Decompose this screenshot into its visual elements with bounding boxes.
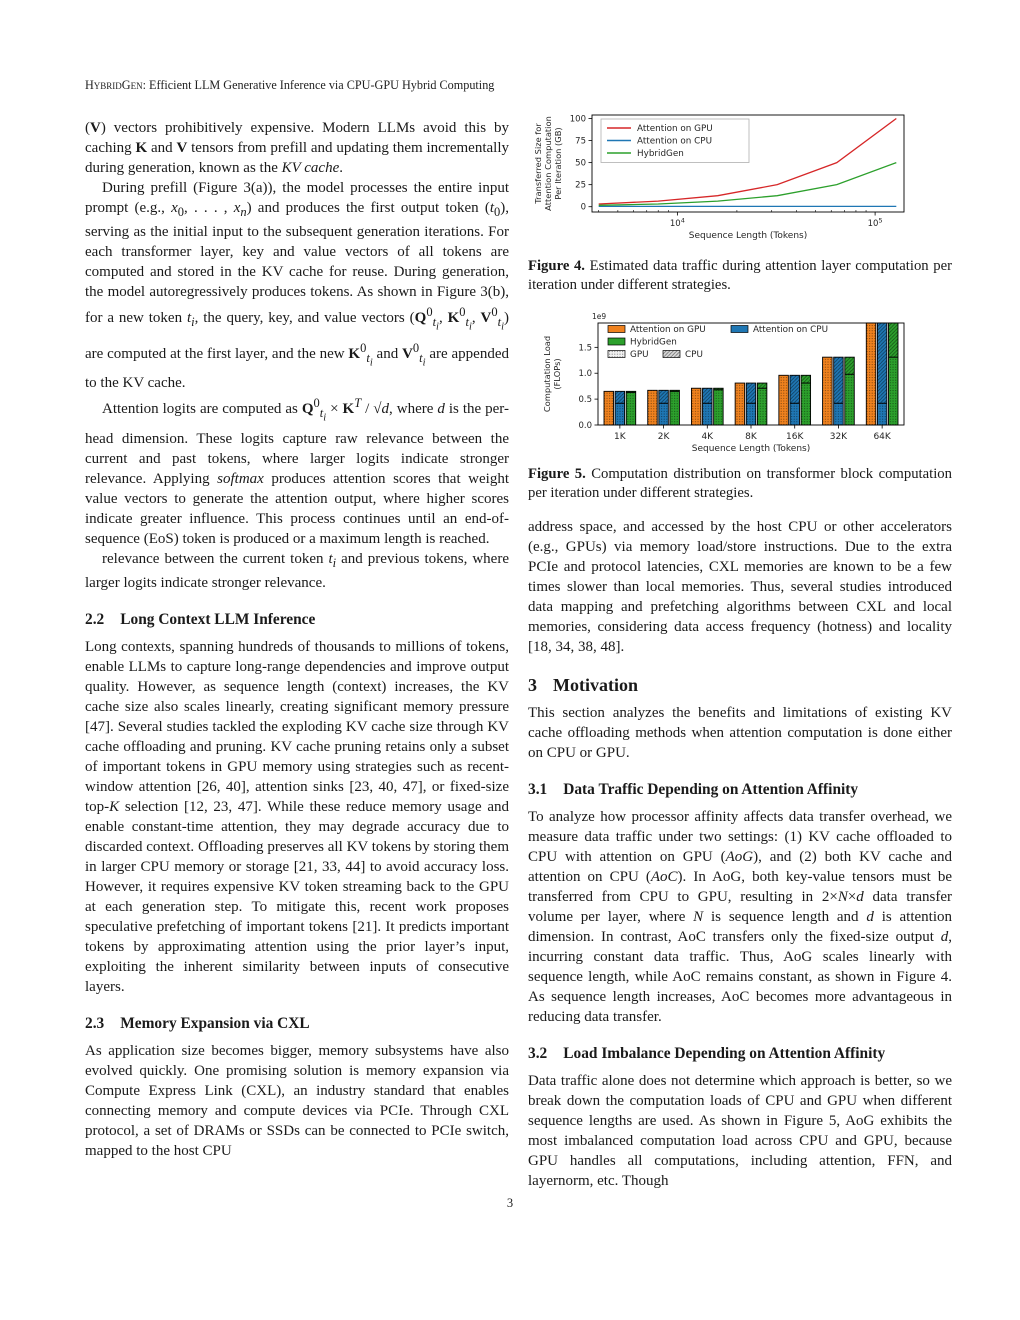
paragraph-prefill: During prefill (Figure 3(a)), the model processes the entire input prompt (e.g., $x_0$, . . . , $x_n$) and produces the first output token $(t_0)$, serving as the initial input to the subsequent generation iterations. For each transformer layer, key and value vectors of all tokens are computed and stored in the KV cache for reuse. During generation, the model autoregressively produces tokens. As shown in Figure 3(b), for a new token $t_i$, the query, key, and value vectors ($Q^0_{t_i}$, $K^0_{t_i}$, $V^0_{t_i}$) are computed at the first layer, and the new $K^0_{t_i}$ and $V^0_{t_i}$ are appended to the KV cache. <box>85 180 510 391</box>
svg-text:8K: 8K <box>745 432 757 442</box>
section-2-2-heading <box>85 610 509 630</box>
running-head-title-name: HybridGen <box>85 78 143 92</box>
svg-text:32K: 32K <box>829 432 848 442</box>
svg-text:16K: 16K <box>786 432 804 442</box>
left-column <box>85 118 509 1161</box>
section-3-2-title: Load Imbalance Depending on Attention Affinity <box>563 1045 886 1062</box>
section-2-2-body: Long contexts, spanning hundreds of thousands to millions of tokens, enable LLMs to capture long-range dependencies and improve output quality. However, as sequence length (context) increases, the KV cache size also scales linearly, creating significant memory pressure [47]. Several studies tackled the exploding KV cache size through KV cache offloading and pruning. KV cache pruning retains only a subset of important tokens in GPU memory using strategies such as recent-window attention [26, 40], attention sinks [23, 40, 47], or fixed-size top-K selection [12, 23, 47]. While these reduce memory usage and enable constant-time attention, they may degrade accuracy due to discarded context. Offloading preserves all KV tokens by storing them in larger CPU memory or storage [21, 33, 44] to avoid accuracy loss. However, it requires expensive KV token streaming back to the GPU at each generation step. To mitigate this, recent work proposes speculative prefetching of important tokens [21]. It predicts important tokens by approximating attention using the prior layer’s input, exploiting the inherent similarity between inputs of consecutive layers. <box>85 638 509 995</box>
svg-text:Attention on CPU: Attention on CPU <box>753 325 829 335</box>
section-2-2-title: Long Context LLM Inference <box>120 610 316 628</box>
svg-text:75: 75 <box>575 136 586 147</box>
svg-text:Attention on GPU: Attention on GPU <box>630 325 706 335</box>
svg-text:50: 50 <box>575 158 586 169</box>
svg-text:1e9: 1e9 <box>592 312 607 321</box>
svg-text:100: 100 <box>569 114 586 125</box>
section-2-3-body: As application size becomes bigger, memory subsystems have also evolved quickly. One promising solution is memory expansion via Compute Express Link (CXL), an industry standard that enables connecting memory and compute devices via PCIe. Through CXL protocol, a set of DRAMs or SSDs can be connected to PCIe switch, mapped to the host CPU <box>85 1042 509 1159</box>
figure5-caption-text: Computation distribution on transformer block computation per iteration under different strategies. <box>528 466 952 501</box>
figure4-line-chart <box>528 108 952 253</box>
paragraph-kv-cache: (V) vectors prohibitively expensive. Modern LLMs avoid this by caching K and V tensors from prefill and updating them incrementally during generation, known as the KV cache. <box>85 120 509 176</box>
section-3-title: Motivation <box>553 675 638 695</box>
page-number: 3 <box>506 1196 514 1210</box>
svg-text:0.0: 0.0 <box>578 421 592 431</box>
svg-text:Attention Computation: Attention Computation <box>543 116 553 211</box>
svg-text:(FLOPs): (FLOPs) <box>552 358 562 390</box>
svg-text:Sequence Length (Tokens): Sequence Length (Tokens) <box>691 444 811 454</box>
svg-text:0.5: 0.5 <box>578 395 592 406</box>
section-2-3-title: Memory Expansion via CXL <box>120 1014 310 1032</box>
section-3-heading <box>528 675 952 695</box>
figure5-caption-label: Figure 5. <box>528 466 586 482</box>
svg-text:Attention on CPU: Attention on CPU <box>637 136 713 147</box>
section-3-1-heading <box>528 780 952 800</box>
section-3-1-number: 3.1 <box>528 781 548 798</box>
section-3-number: 3 <box>528 675 537 695</box>
svg-text:Transferred Size for: Transferred Size for <box>533 123 543 204</box>
svg-text:HybridGen: HybridGen <box>637 149 684 159</box>
section-3-2-number: 3.2 <box>528 1045 548 1062</box>
svg-text:0: 0 <box>580 202 586 213</box>
svg-text:1.5: 1.5 <box>578 343 592 354</box>
figure4-caption-label: Figure 4. <box>528 258 585 274</box>
svg-text:1.0: 1.0 <box>578 369 592 380</box>
figure5-caption <box>528 465 952 503</box>
section-3-1-body: To analyze how processor affinity affects data transfer overhead, we measure data traffic under two settings: (1) KV cache offloaded to CPU with attention on GPU (AoG), and (2) both KV cache and attention on CPU (AoC). In AoG, both key-value tensors must be transferred from CPU to GPU, resulting in 2×N×d data transfer volume per layer, where N is sequence length and d is attention dimension. In contrast, AoC transfers only the fixed-size output d, incurring constant data traffic. Thus, AoG scales linearly with sequence length, while AoC remains constant, as shown in Figure 4. As sequence length increases, AoC becomes more advantageous in reducing data transfer. <box>528 809 953 1025</box>
svg-text:Sequence Length (Tokens): Sequence Length (Tokens) <box>688 231 808 241</box>
svg-text:2K: 2K <box>657 432 670 442</box>
running-head-title-rest: : Efficient LLM Generative Inference via CPU-GPU Hybrid Computing <box>142 78 495 92</box>
svg-text:104: $10^4$ <box>669 216 685 229</box>
paragraph-cxl-address-space: address space, and accessed by the host CPU or other accelerators (e.g., GPUs) via memory load/store instructions. Due to the extra PCIe and protocol latencies, CXL memories are known to be a few times slower than local memories. Thus, several studies introduced data mapping and prefetching algorithms between CXL and local memories, considering data access frequency (hotness) and locality [18, 34, 38, 48]. <box>528 519 952 655</box>
svg-text:CPU: CPU <box>685 350 703 360</box>
svg-text:25: 25 <box>575 180 586 191</box>
svg-text:4K: 4K <box>701 432 714 442</box>
section-3-1-title: Data Traffic Depending on Attention Affinity <box>563 781 859 798</box>
section-2-2-number: 2.2 <box>85 610 105 628</box>
svg-text:Attention on GPU: Attention on GPU <box>637 124 713 134</box>
svg-text:GPU: GPU <box>630 350 649 360</box>
section-2-3-number: 2.3 <box>85 1014 105 1032</box>
paragraph-relevance: relevance between the current token $t_i$ and previous tokens, where larger logits indicate stronger relevance. <box>85 550 509 591</box>
svg-text:1K: 1K <box>614 432 626 442</box>
section-2-3-heading <box>85 1014 509 1034</box>
svg-text:HybridGen: HybridGen <box>630 337 677 348</box>
section-3-2-heading <box>528 1044 952 1064</box>
right-column <box>528 108 952 1191</box>
svg-text:105: $10^5$ <box>867 216 883 229</box>
figure4-caption <box>528 257 952 295</box>
svg-text:Per Iteration (GB): Per Iteration (GB) <box>553 127 563 200</box>
svg-text:Computation Load: Computation Load <box>542 335 552 413</box>
section-3-body: This section analyzes the benefits and limitations of existing KV cache offloading methods when attention computation is done either on CPU or GPU. <box>528 705 952 761</box>
figure5-bar-chart <box>528 309 952 461</box>
figure4-caption-text: Estimated data traffic during attention layer computation per iteration under different strategies. <box>528 258 953 293</box>
section-3-2-body: Data traffic alone does not determine which approach is better, so we break down the computation loads of CPU and GPU when different sequence lengths are used. As shown in Figure 5, AoG exhibits the most imbalanced computation load across CPU and GPU, because GPU handles all computations, including attention, FFN, and layernorm, etc. Though <box>528 1073 952 1189</box>
paragraph-attention-logits: Attention logits are computed as $Q^0_{t_i} \times K^T / √d$, where d is the per-head dimension. These logits capture raw relevance between the current and past tokens, where larger logits indicate stronger relevance. Applying softmax produces attention scores that weight value vectors to generate the attention output, where higher scores indicate greater influence. This process continues until an end-of-sequence (EoS) token is produced or a maximum length is reached. <box>85 396 509 547</box>
svg-text:64K: 64K <box>873 432 891 442</box>
running-head <box>85 78 685 93</box>
